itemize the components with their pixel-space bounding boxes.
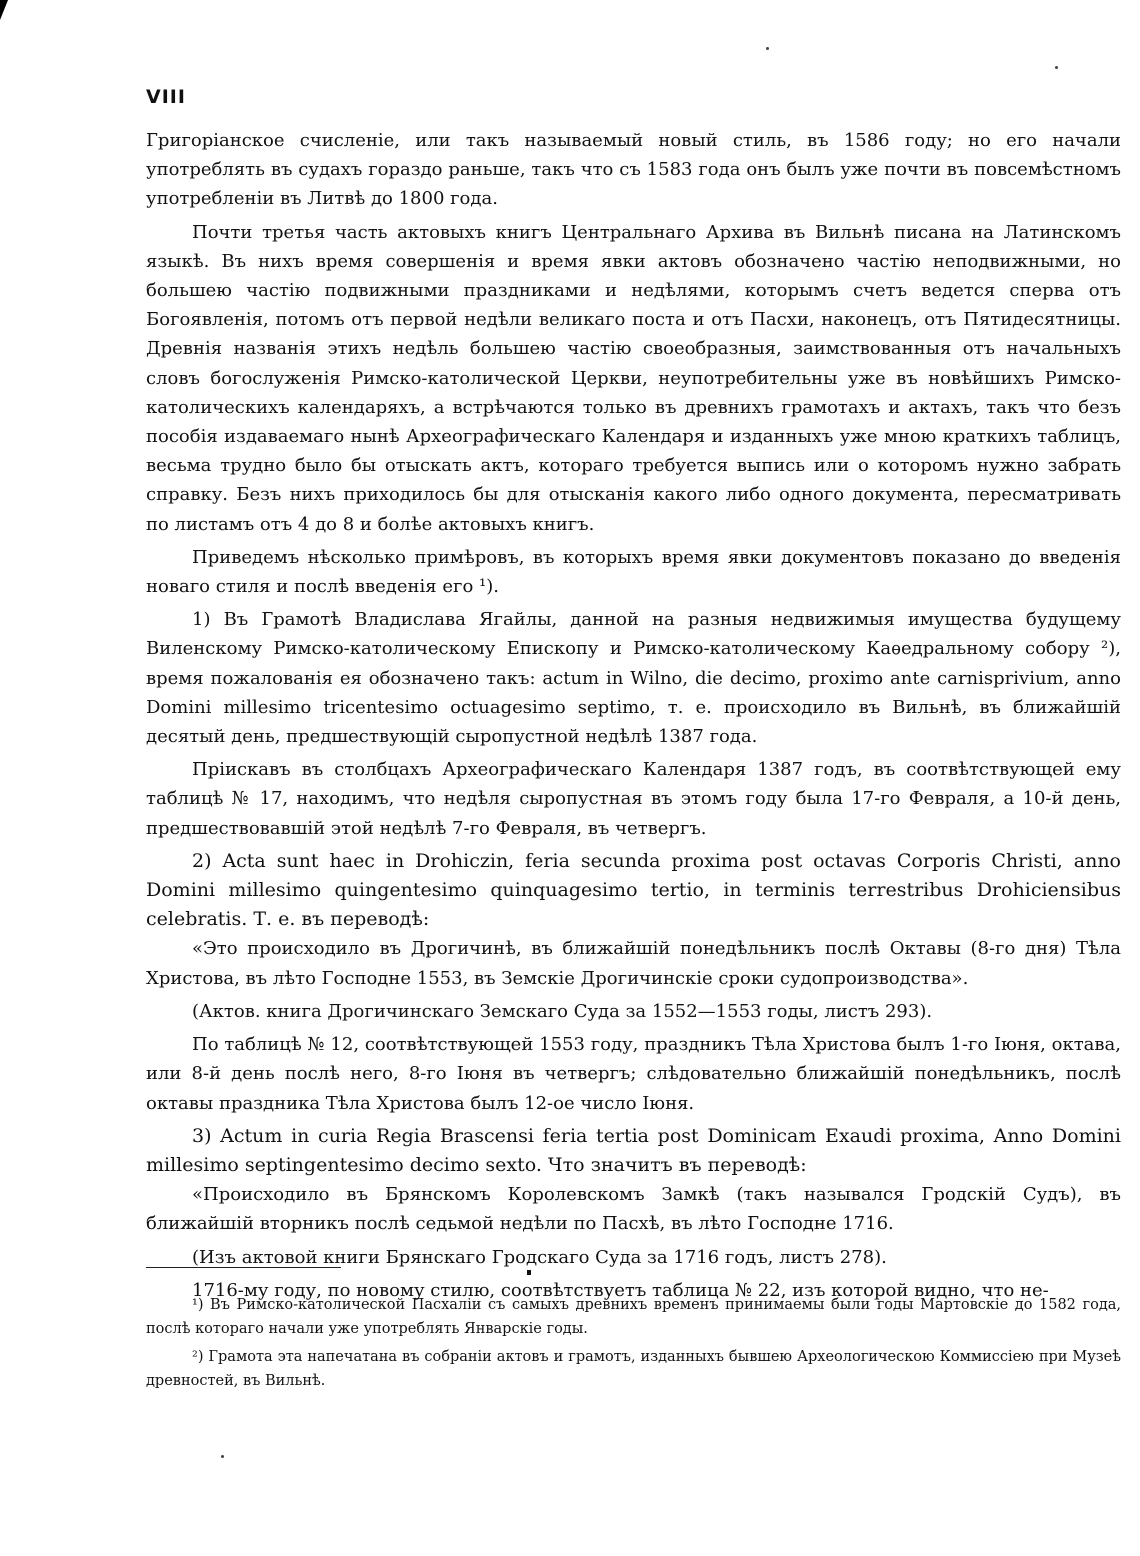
paragraph-latin-books: Почти третья часть актовыхъ книгъ Центральнаго Архива въ Вильнѣ писана на Латинскомъ языкѣ. Въ нихъ время совершенія и время явки актовъ обозначено частію неподвижными, но большею частію подвижными праздниками и недѣлями, которымъ счетъ ведется сперва отъ Богоявленія, потомъ отъ первой недѣли великаго поста и отъ Пасхи, наконецъ, отъ Пятидесятницы. Древнія названія этихъ недѣль большею частію своеобразныя, заимствованныя отъ начальныхъ словъ богослуженія Римско-католической Церкви, неупотребительны уже въ новѣйшихъ Римско-католическихъ календаряхъ, а встрѣчаются только въ древнихъ грамотахъ и актахъ, такъ что безъ пособія издаваемаго нынѣ Археографическаго Календаря и изданныхъ уже мною краткихъ таблицъ, весьма трудно было бы отыскать актъ, котораго требуется выпись или о которомъ нужно забрать справку. Безъ нихъ приходилось бы для отысканія какого либо одного документа, пересматривать по листамъ отъ 4 до 8 и болѣе актовыхъ книгъ.: [146, 221, 1121, 535]
paragraph-example-2-translation: «Это происходило въ Дрогичинѣ, въ ближайшій понедѣльникъ послѣ Октавы (8-го дня) Тѣла Христова, въ лѣто Господне 1553, въ Земскіе Дрогичинскіе сроки судопроизводства».: [146, 938, 1121, 989]
print-speck: [766, 47, 769, 50]
print-speck: [527, 1270, 531, 1275]
paragraph-example-2-source: (Актов. книга Дрогичинскаго Земскаго Суда за 1552—1553 годы, листъ 293).: [192, 1000, 933, 1022]
footnote-1: ¹) Въ Римско-католической Пасхаліи съ самыхъ древнихъ временъ принимаемы были годы Мартовскіе до 1582 года, послѣ котораго начали уже употреблять Январскіе годы.: [146, 1297, 1121, 1337]
footnote-2: ²) Грамота эта напечатана въ собраніи актовъ и грамотъ, изданныхъ бывшею Археологическою Коммиссіею при Музеѣ древностей, въ Вильнѣ.: [146, 1349, 1121, 1389]
paragraph-example-3-source: (Изъ актовой книги Брянскаго Гродскаго Суда за 1716 годъ, листъ 278).: [192, 1246, 887, 1268]
print-speck: [221, 1455, 224, 1458]
paragraph-example-2-explanation: По таблицѣ № 12, соотвѣтствующей 1553 году, праздникъ Тѣла Христова былъ 1-го Іюня, октава, или 8-й день послѣ него, 8-го Іюня въ четвергъ; слѣдовательно ближайшій понедѣльникъ, послѣ октавы праздника Тѣла Христова былъ 12-ое число Іюня.: [146, 1034, 1121, 1114]
page-number: VIII: [146, 86, 186, 108]
paragraph-example-3: 3) Actum in curia Regia Brascensi feria tertia post Dominicam Exaudi proxima, Anno Domini millesimo septingentesimo decimo sexto. Что значитъ въ переводѣ:: [146, 1124, 1121, 1176]
body-text: [146, 126, 1121, 1305]
paragraph-example-3-explanation: 1716-му году, по новому стилю, соотвѣтствуетъ таблица № 22, изъ которой видно, что не-: [192, 1279, 1049, 1301]
footnote-separator: [146, 1267, 341, 1268]
paragraph-example-1-explanation: Пріискавъ въ столбцахъ Археографическаго Календаря 1387 годъ, въ соотвѣтствующей ему таблицѣ № 17, находимъ, что недѣля сыропустная въ этомъ году была 17-го Февраля, а 10-й день, предшествовавшій этой недѣлѣ 7-го Февраля, въ четвергъ.: [146, 759, 1121, 839]
footnotes: [146, 1293, 1121, 1393]
print-speck: [1055, 66, 1058, 69]
paragraph-example-1: 1) Въ Грамотѣ Владислава Ягайлы, данной на разныя недвижимыя имущества будущему Виленскому Римско-католическому Епископу и Римско-католическому Каѳедральному собору ²), время пожалованія ея обозначено такъ: actum in Wilno, die decimo, proximo ante carnisprivium, anno Domini millesimo tricentesimo octuagesimo septimo, т. е. происходило въ Вильнѣ, въ ближайшій десятый день, предшествующій сыропустной недѣлѣ 1387 года.: [146, 609, 1121, 748]
paragraph-example-3-translation: «Происходило въ Брянскомъ Королевскомъ Замкѣ (такъ назывался Гродскій Судъ), въ ближайшій вторникъ послѣ седьмой недѣли по Пасхѣ, въ лѣто Господне 1716.: [146, 1184, 1121, 1235]
paragraph-continuation: Григоріанское счисленіе, или такъ называемый новый стиль, въ 1586 году; но его начали употреблять въ судахъ гораздо раньше, такъ что съ 1583 года онъ былъ уже почти въ повсемѣстномъ употребленіи въ Литвѣ до 1800 года.: [146, 130, 1121, 210]
paragraph-example-2: 2) Acta sunt haec in Drohiczin, feria secunda proxima post octavas Corporis Christi, anno Domini millesimo quingentesimo quinquagesimo tertio, in terminis terrestribus Drohiciensibus celebratis. Т. е. въ переводѣ:: [146, 849, 1121, 931]
paragraph-examples-intro: Приведемъ нѣсколько примѣровъ, въ которыхъ время явки документовъ показано до введенія новаго стиля и послѣ введенія его ¹).: [146, 546, 1121, 598]
page-corner-mark: [0, 0, 8, 20]
